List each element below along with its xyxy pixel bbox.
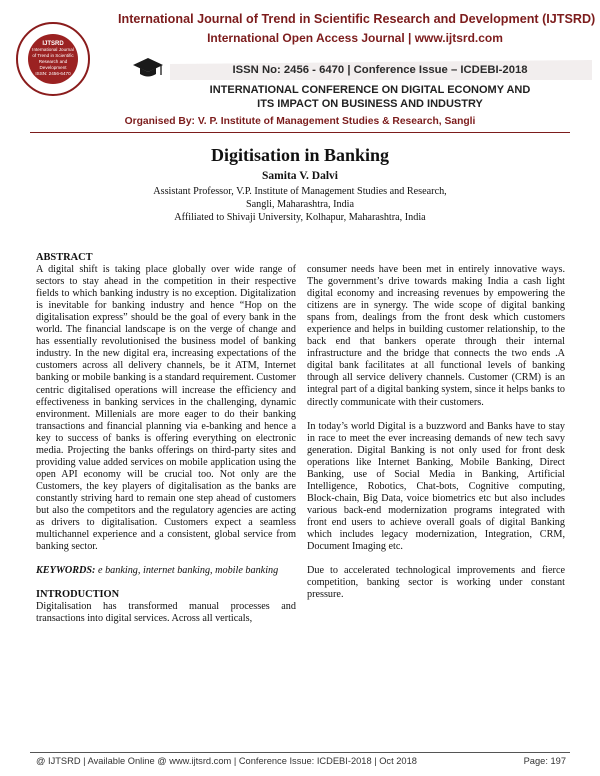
- page-number: Page: 197: [523, 756, 566, 766]
- footer-text: @ IJTSRD | Available Online @ www.ijtsrd.com | Conference Issue: ICDEBI-2018 | Oct 2018: [36, 756, 417, 766]
- page-footer: [36, 756, 566, 766]
- right-paragraph-1: consumer needs have been met in entirely innovative ways. The government’s drive towards making India a cash light digital economy and increasing revenues by empowering the citizens are in synergy. The wide scope of digital banking spans from, dealings from the front desk which customers experience and helps in building customer relationship, to the back end that bankers operate through their internal infrastructure and the bridge that connects the two ends .A digital bank facilitates at all functional levels of banking through all service delivery channels. Customer (CRM) is an integral part of a digital banking system, since it helps banks to directly communicate with their customers.: [307, 264, 565, 408]
- footer-divider: [30, 752, 570, 753]
- journal-logo: [16, 22, 90, 96]
- conference-title-line-2: ITS IMPACT ON BUSINESS AND INDUSTRY: [257, 98, 483, 110]
- logo-text-1: IJTSRD: [42, 41, 64, 47]
- introduction-heading: INTRODUCTION: [36, 589, 120, 601]
- organiser-line: Organised By: V. P. Institute of Management Studies & Research, Sangli: [124, 116, 476, 127]
- introduction-text: Digitalisation has transformed manual processes and transactions into digital services. Across all verticals,: [36, 601, 296, 625]
- keywords-text: e banking, internet banking, mobile banking: [98, 565, 279, 577]
- logo-text-5: Development: [39, 65, 67, 70]
- affiliation-line-1: Assistant Professor, V.P. Institute of Management Studies and Research,: [153, 186, 447, 197]
- author-name: Samita V. Dalvi: [262, 170, 338, 182]
- abstract-text: A digital shift is taking place globally over wide range of sectors to stay ahead in the competition in their respective fields to which banking industry is no exception. Digitalization is inevitable for banking industry and hence “Hop on the digitalisation express” should be the goal of every bank in the world. The financial landscape is on the verge of change and has essentially revolutionised the business model of banking industry. In the new digital era, increasing expectations of the customers across all delivery channels, be it ATM, Internet banking or mobile banking is a standard requirement. Customer centric digitalised operations will increase the efficiency and effectiveness in banking services in the challenging, dynamic environment. Millenials are more eager to do their banking transactions and financial planning via e-banking and hence a key to success of banks is offering everything on electronic media. Projecting the banks offerings on third-party sites and providing value added services on mobile application using the open API economy will be crucial too. Not only are the Customers, the key players of digitalisation as the banks are constantly striving hard to remain one step ahead of customers but also the competitors and the regulatory agencies are acting as drivers to digitalisation. Customers expect a seamless multichannel experience and a consistent, global service from banking sector.: [36, 264, 297, 553]
- journal-title: International Journal of Trend in Scientific Research and Development (IJTSRD): [118, 12, 596, 26]
- keywords-label: KEYWORDS:: [36, 565, 96, 577]
- issn-line: ISSN No: 2456 - 6470 | Conference Issue – ICDEBI-2018: [232, 64, 528, 76]
- keywords: [36, 565, 296, 577]
- logo-text-6: ISSN: 2456-6470: [35, 71, 71, 76]
- journal-subtitle: International Open Access Journal | www.ijtsrd.com: [207, 31, 503, 45]
- paper-title: Digitisation in Banking: [210, 145, 390, 165]
- right-paragraph-3: Due to accelerated technological improvements and fierce competition, banking sector is working under constant pressure.: [307, 565, 565, 601]
- logo-seal: [28, 34, 78, 84]
- logo-text-4: Research and: [38, 59, 68, 64]
- affiliation-line-3: Affiliated to Shivaji University, Kolhapur, Maharashtra, India: [174, 212, 426, 223]
- affiliation-line-2: Sangli, Maharashtra, India: [245, 199, 355, 210]
- left-column: [36, 252, 296, 625]
- logo-text-2: International Journal: [32, 47, 74, 52]
- abstract-heading: ABSTRACT: [36, 252, 93, 263]
- journal-header: [0, 0, 600, 140]
- logo-text-3: of Trend in Scientific: [32, 53, 74, 58]
- graduation-cap-icon: [132, 56, 164, 80]
- header-divider: [30, 132, 570, 133]
- right-paragraph-2: In today’s world Digital is a buzzword and Banks have to stay in race to meet the ever increasing demands of new tech savy generation. Digital Banking is not only used for front desk operations like Internet Banking, Mobile Banking, Direct Banking, use of Social Media in Banking, Artificial Intelligence, Robotics, Chat-bots, Cognitive computing, Block-chain, Big Data, voice biometrics etc but also includes various back-end modernization programs integrated with front end users to achieve overall goals of digital Banking which includes legacy modernization, Integration, CRM, Document Imaging etc.: [307, 420, 565, 553]
- conference-title-line-1: INTERNATIONAL CONFERENCE ON DIGITAL ECONOMY AND: [209, 84, 531, 96]
- right-column: [307, 264, 565, 601]
